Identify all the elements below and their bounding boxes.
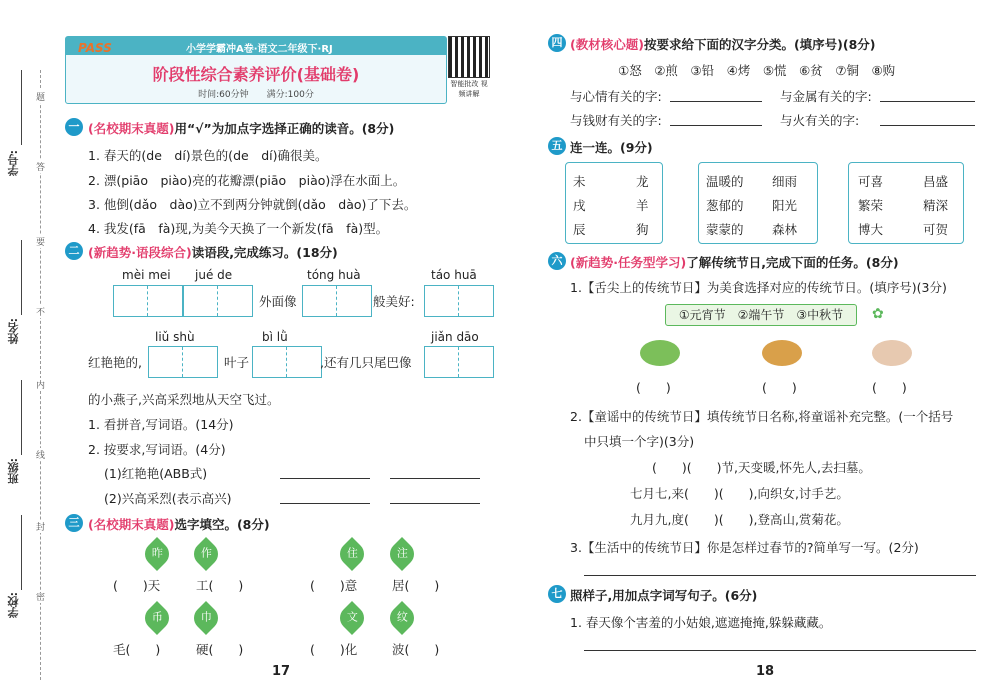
answer-line[interactable] <box>390 503 480 504</box>
right-page <box>500 0 1000 695</box>
fill-blank[interactable]: ( ) <box>762 380 797 395</box>
question-item: 中只填一个字)(3分) <box>584 434 695 449</box>
question-item: 1.【舌尖上的传统节日】为美食选择对应的传统节日。(填序号)(3分) <box>570 280 947 295</box>
leaf-char: 住 <box>335 537 369 571</box>
answer-line[interactable] <box>584 575 976 576</box>
section-number: 六 <box>548 252 566 270</box>
category-label: 与金属有关的字: <box>780 89 872 104</box>
school-field[interactable] <box>21 515 22 590</box>
passage-text: 的小燕子,兴高采烈地从天空飞过。 <box>88 392 280 407</box>
binding-gutter <box>0 0 60 695</box>
rhyme-line[interactable]: 七月七,来( )( ),向织女,讨手艺。 <box>630 486 849 501</box>
zongzi-icon <box>640 340 680 366</box>
question-item: (2)兴高采烈(表示高兴) <box>104 491 232 506</box>
passage-text: ,还有几只尾巴像 <box>320 355 412 370</box>
match-left[interactable]: 繁荣 <box>858 198 884 213</box>
section-number: 一 <box>65 118 83 136</box>
name-label: 姓名: <box>7 318 20 345</box>
student-id-label: 学号: <box>7 150 20 177</box>
rhyme-line[interactable]: 九月九,度( )( ),登高山,赏菊花。 <box>630 512 849 527</box>
char-grid[interactable] <box>183 285 253 317</box>
section-tag: (新趋势·任务型学习) <box>570 255 687 270</box>
gutter-mark: 内 <box>36 378 45 391</box>
section-2-heading <box>88 243 338 261</box>
char-grid[interactable] <box>113 285 183 317</box>
question-item: 4. 我发(fā fà)现,为美今天换了一个新发(fā fà)型。 <box>88 221 389 236</box>
match-left[interactable]: 蒙蒙的 <box>706 222 744 237</box>
section-number: 三 <box>65 514 83 532</box>
exam-title: 阶段性综合素养评价(基础卷) <box>152 65 360 84</box>
match-right[interactable]: 羊 <box>636 198 649 213</box>
leaf-char: 作 <box>189 537 223 571</box>
question-item: 1. 春天的(de dí)景色的(de dí)确很美。 <box>88 148 328 163</box>
pinyin-label: jué de <box>195 268 233 282</box>
gutter-mark: 题 <box>36 90 45 103</box>
answer-line[interactable] <box>880 125 975 126</box>
passage-text: 叶子 <box>224 355 250 370</box>
match-right[interactable]: 可贺 <box>923 222 949 237</box>
match-right[interactable]: 阳光 <box>772 198 798 213</box>
answer-line[interactable] <box>280 478 370 479</box>
exam-meta: 时间:60分钟 满分:100分 <box>198 90 314 100</box>
char-grid[interactable] <box>148 346 218 378</box>
match-left[interactable]: 戌 <box>573 198 586 213</box>
qr-caption: 智能批改 视频讲解 <box>450 80 488 98</box>
category-label: 与钱财有关的字: <box>570 113 662 128</box>
fill-blank[interactable]: ( )化 <box>310 642 358 657</box>
fill-blank[interactable]: ( ) <box>636 380 671 395</box>
match-right[interactable]: 精深 <box>923 198 949 213</box>
gutter-mark: 密 <box>36 590 45 603</box>
section-title: 照样子,用加点字词写句子。(6分) <box>570 588 758 603</box>
class-field[interactable] <box>21 380 22 455</box>
char-grid[interactable] <box>424 346 494 378</box>
match-right[interactable]: 狗 <box>636 222 649 237</box>
tangyuan-icon <box>872 340 912 366</box>
match-left[interactable]: 温暖的 <box>706 174 744 189</box>
passage-text: 外面像 <box>259 294 297 309</box>
match-right[interactable]: 森林 <box>772 222 798 237</box>
char-grid[interactable] <box>302 285 372 317</box>
passage-text: 红艳艳的, <box>88 355 142 370</box>
answer-line[interactable] <box>880 101 975 102</box>
category-label: 与心情有关的字: <box>570 89 662 104</box>
section-6-heading <box>570 253 899 271</box>
question-item: 1. 看拼音,写词语。(14分) <box>88 417 234 432</box>
char-grid[interactable] <box>424 285 494 317</box>
pinyin-label: jiǎn dāo <box>431 330 479 344</box>
brand-logo: PASS <box>78 41 112 55</box>
match-left[interactable]: 可喜 <box>858 174 884 189</box>
answer-line[interactable] <box>390 478 480 479</box>
section-title: 按要求给下面的汉字分类。(填序号)(8分) <box>643 37 876 52</box>
qr-code[interactable] <box>448 36 490 78</box>
fill-blank[interactable]: ( )天 <box>113 578 161 593</box>
section-tag: (名校期末真题) <box>88 121 175 136</box>
leaf-char: 币 <box>140 601 174 635</box>
rhyme-line[interactable]: ( )( )节,天变暖,怀先人,去扫墓。 <box>652 460 871 475</box>
answer-line[interactable] <box>584 650 976 651</box>
fill-blank[interactable]: 硬( ) <box>196 642 244 657</box>
gutter-mark: 封 <box>36 520 45 533</box>
section-4-heading <box>570 35 876 53</box>
section-number: 四 <box>548 34 566 52</box>
fill-blank[interactable]: 工( ) <box>196 578 244 593</box>
section-title: 了解传统节日,完成下面的任务。(8分) <box>686 255 899 270</box>
pinyin-label: mèi mei <box>122 268 171 282</box>
leaf-char: 纹 <box>385 601 419 635</box>
fill-blank[interactable]: 毛( ) <box>113 642 161 657</box>
answer-line[interactable] <box>670 101 762 102</box>
question-item: 2.【童谣中的传统节日】填传统节日名称,将童谣补充完整。(一个括号 <box>570 409 954 424</box>
pinyin-label: liǔ shù <box>155 330 195 344</box>
match-right[interactable]: 龙 <box>636 174 649 189</box>
school-label: 学校: <box>7 592 20 619</box>
answer-line[interactable] <box>280 503 370 504</box>
question-item: 3. 他倒(dǎo dào)立不到两分钟就倒(dǎo dào)了下去。 <box>88 197 417 212</box>
section-title: 连一连。(9分) <box>570 140 653 155</box>
pinyin-label: táo huā <box>431 268 477 282</box>
leaf-char: 巾 <box>189 601 223 635</box>
fill-blank[interactable]: 波( ) <box>392 642 440 657</box>
gutter-mark: 线 <box>36 448 45 461</box>
category-label: 与火有关的字: <box>780 113 860 128</box>
section-title: 读语段,完成练习。(18分) <box>191 245 338 260</box>
student-id-field[interactable] <box>21 70 22 145</box>
section-1-heading <box>88 119 394 137</box>
exam-header <box>65 36 447 104</box>
question-item: 3.【生活中的传统节日】你是怎样过春节的?简单写一写。(2分) <box>570 540 919 555</box>
festival-options: ①元宵节 ②端午节 ③中秋节 <box>665 304 857 326</box>
pinyin-label: tóng huà <box>307 268 361 282</box>
example-sentence: 1. 春天像个害羞的小姑娘,遮遮掩掩,躲躲藏藏。 <box>570 615 832 630</box>
question-item: 2. 漂(piāo piào)亮的花瓣漂(piāo piào)浮在水面上。 <box>88 173 406 188</box>
leaf-char: 文 <box>335 601 369 635</box>
char-grid[interactable] <box>252 346 322 378</box>
mooncake-icon <box>762 340 802 366</box>
section-tag: (教材核心题) <box>570 37 644 52</box>
passage-text: 般美好: <box>373 294 415 309</box>
question-item: 2. 按要求,写词语。(4分) <box>88 442 226 457</box>
section-tag: (新趋势·语段综合) <box>88 245 192 260</box>
match-left[interactable]: 博大 <box>858 222 884 237</box>
section-number: 五 <box>548 137 566 155</box>
series-title: 小学学霸冲A卷·语文二年级下·RJ <box>186 44 333 55</box>
section-3-heading <box>88 515 270 533</box>
class-label: 班级: <box>7 458 20 485</box>
section-title: 用“√”为加点字选择正确的读音。(8分) <box>174 121 395 136</box>
char-options: ①怒 ②煎 ③铅 ④烤 ⑤慌 ⑥贫 ⑦铜 ⑧购 <box>618 63 896 78</box>
flower-icon: ✿ <box>872 306 884 322</box>
match-left[interactable]: 辰 <box>573 222 586 237</box>
match-left[interactable]: 葱郁的 <box>706 198 744 213</box>
gutter-mark: 答 <box>36 160 45 173</box>
section-title: 选字填空。(8分) <box>174 517 270 532</box>
section-number: 七 <box>548 585 566 603</box>
match-left[interactable]: 未 <box>573 174 586 189</box>
match-right[interactable]: 细雨 <box>772 174 798 189</box>
section-number: 二 <box>65 242 83 260</box>
leaf-char: 昨 <box>140 537 174 571</box>
question-item: (1)红艳艳(ABB式) <box>104 466 208 481</box>
answer-line[interactable] <box>670 125 762 126</box>
fill-blank[interactable]: 居( ) <box>392 578 440 593</box>
leaf-char: 注 <box>385 537 419 571</box>
pinyin-label: bì lǜ <box>262 330 288 344</box>
gutter-mark: 不 <box>36 305 45 318</box>
page-number: 18 <box>756 664 775 679</box>
section-tag: (名校期末真题) <box>88 517 175 532</box>
name-field[interactable] <box>21 240 22 315</box>
match-right[interactable]: 昌盛 <box>923 174 949 189</box>
fill-blank[interactable]: ( ) <box>872 380 907 395</box>
gutter-mark: 要 <box>36 235 45 248</box>
page-number: 17 <box>272 664 291 679</box>
fill-blank[interactable]: ( )意 <box>310 578 358 593</box>
